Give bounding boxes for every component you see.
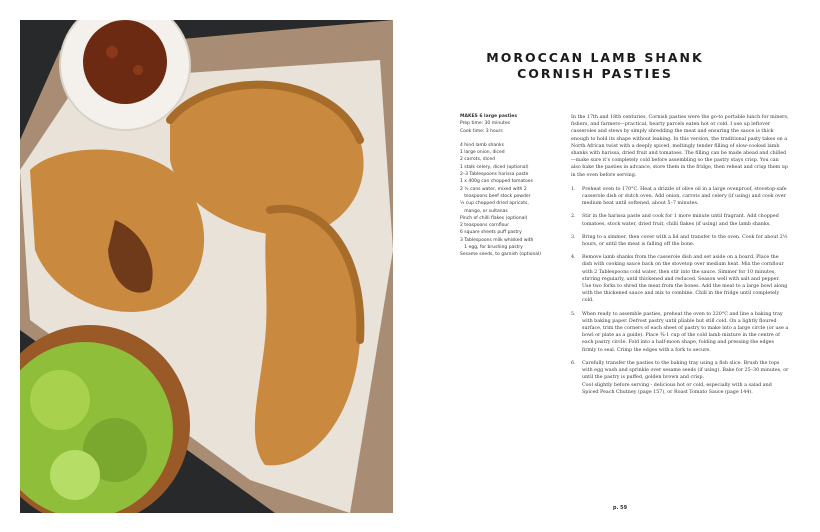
- ingredient-list: [460, 142, 560, 259]
- step-text: Stir in the harissa paste and cook for 1 more minute until fragrant. Add chopped tomatoes, stock water, dried fruit, chilli flakes (if using) and the lamb shanks.: [582, 214, 779, 227]
- method-panel: [571, 114, 789, 396]
- step-text: Bring to a simmer, then cover with a lid and transfer to the oven. Cook for about 2½ hours, or until the meat is falling off the bone.: [582, 234, 788, 248]
- yield-text: MAKES 6 large pasties: [460, 114, 518, 119]
- method-step: [571, 254, 789, 304]
- ingredient-item: 1 egg, for brushing pastry: [460, 245, 523, 251]
- step-number: 6.: [571, 360, 576, 366]
- method-steps: [571, 186, 789, 396]
- method-step: [571, 186, 789, 208]
- method-step: [571, 360, 789, 396]
- step-text: Carefully transfer the pasties to the baking tray using a fish slice. Brush the tops with egg wash and sprinkle over sesame seeds (if using). Bake for 25–30 minutes, or until the pastry is puffed, golden brown and crisp.: [582, 360, 789, 381]
- ingredient-item: 2 ½ cans water, mixed with 2: [460, 186, 527, 192]
- ingredient-item: Pinch of chilli flakes (optional): [460, 215, 528, 221]
- step-text: Preheat oven to 170°C. Heat a drizzle of olive oil in a large ovenproof, stovetop-safe casserole dish or dutch oven. Add onion, carrots and celery (if using) and cook over medium heat until softened, about 5–7 minutes.: [582, 186, 787, 207]
- ingredient-item: 2–3 Tablespoons harissa paste: [460, 172, 529, 178]
- food-photo: [20, 20, 393, 513]
- ingredient-item: 6 square sheets puff pastry: [460, 230, 522, 236]
- method-step: [571, 213, 789, 227]
- prep-time: Prep time: 30 minutes: [460, 121, 510, 127]
- method-step: [571, 311, 789, 354]
- ingredient-item: 1 large onion, diced: [460, 150, 505, 156]
- recipe-title-line-2: CORNISH PASTIES: [517, 66, 673, 81]
- ingredient-item: 1 stalk celery, diced (optional): [460, 164, 529, 170]
- step-number: 2.: [571, 214, 576, 220]
- method-step: [571, 234, 789, 248]
- step-number: 3.: [571, 234, 576, 240]
- cook-time: Cook time: 3 hours: [460, 128, 503, 134]
- ingredient-item: Sesame seeds, to garnish (optional): [460, 252, 542, 258]
- step-text: When ready to assemble pasties, preheat the oven to 220°C and line a baking tray with baking paper. Defrost pastry until pliable but still cold. On a lightly floured surface, trim the corners of each sheet of pastry to make into a large circle (or use a bowl or plate as a guide). Place ¾-1 cup of the cold lamb mixture in the centre of each pastry circle. Fold into a half-moon shape, folding and pressing the edges firmly to seal. Crimp the edges with a fork to secure.: [582, 311, 789, 353]
- intro-paragraph: In the 17th and 18th centuries, Cornish pasties were the go-to portable lunch for miners, fishers, and farmers—practical, hearty parcels eaten hot or cold. I use up leftover casseroles and stews by simply shredding the meat and ensuring the sauce is thick enough to hold its shape without leaking. In this version, the traditional pasty takes on a North African twist with a deeply spiced, meltingly tender filling of slow-cooked lamb shanks with harissa, dried fruit and tomatoes. The filling can be made ahead and chilled—make sure it’s completely cold before assembling so the pastry stays crisp. You can also bake the pasties in advance, store them in the fridge, then reheat and crisp them up in the oven before serving.: [571, 115, 789, 178]
- ingredient-item: 3 Tablespoons milk whisked with: [460, 237, 534, 243]
- ingredient-item: 1 x 400g can chopped tomatoes: [460, 179, 533, 185]
- recipe-title: [470, 50, 720, 82]
- page-number: p. 59: [612, 505, 628, 511]
- step-number: 4.: [571, 255, 576, 261]
- serving-note: Cool slightly before serving - delicious hot or cold, especially with a salad and Spiced Peach Chutney (page 157), or Roast Tomato Sauce (page 144).: [582, 382, 772, 395]
- pasties-illustration: [20, 20, 393, 513]
- ingredient-item: 4 hind lamb shanks: [460, 142, 504, 148]
- ingredient-item: 2 carrots, diced: [460, 157, 495, 163]
- step-text: Remove lamb shanks from the casserole dish and set aside on a board. Place the dish with cooking sauce back on the stovetop over medium heat. Mix the cornflour with 2 Tablespoons cold water, then stir into the sauce. Simmer for 10 minutes, stirring regularly, until thickened and reduced. Season well with salt and pepper. Use two forks to shred the meat from the bones. Add the meat to a large bowl along with the thickened sauce and mix to combine. Chill in the fridge until completely cold.: [582, 255, 788, 304]
- ingredient-item: 2 teaspoons cornflour: [460, 223, 510, 229]
- ingredient-item: ⅓ cup chopped dried apricots,: [460, 201, 529, 207]
- step-number: 5.: [571, 311, 576, 317]
- step-number: 1.: [571, 186, 576, 192]
- ingredients-panel: [460, 113, 560, 259]
- ingredient-item: mango, or sultanas: [460, 208, 508, 214]
- ingredient-item: teaspoons beef stock powder: [460, 193, 531, 199]
- recipe-title-line-1: MOROCCAN LAMB SHANK: [486, 50, 704, 65]
